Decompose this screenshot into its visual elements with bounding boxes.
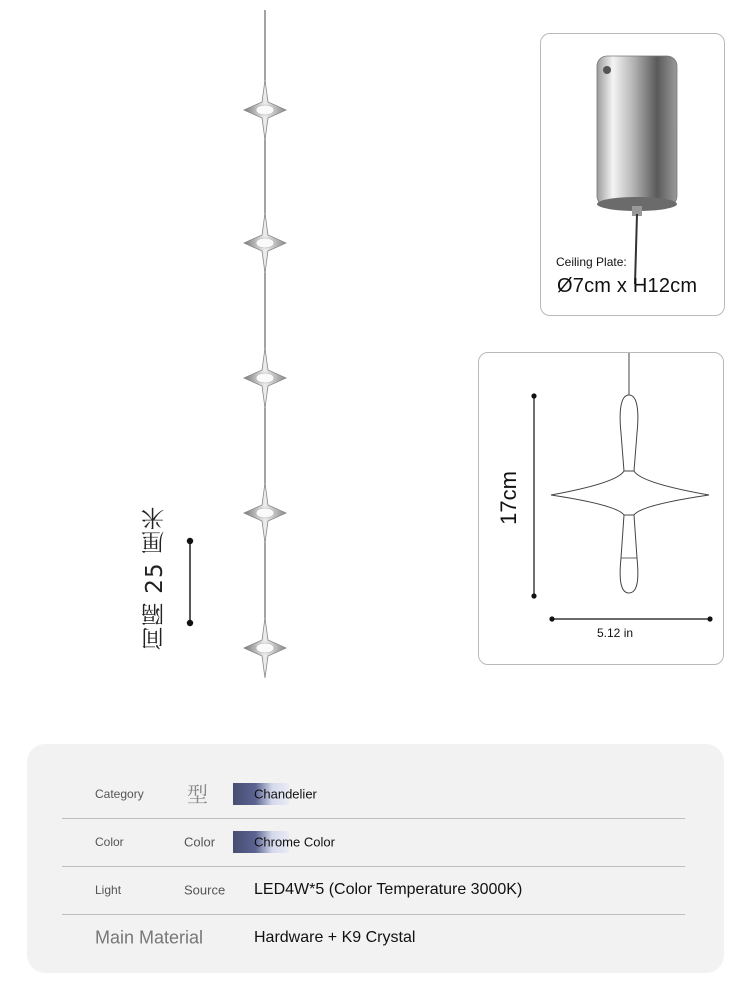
star-pendant xyxy=(244,618,286,678)
spec-sub-label: 型 xyxy=(187,783,208,807)
spec-label: Main Material xyxy=(95,927,204,948)
spec-row-light-source xyxy=(62,866,685,915)
spec-sub-label: Color xyxy=(184,834,216,850)
spec-label: Light xyxy=(95,883,122,897)
dimension-card xyxy=(478,352,724,665)
ceiling-plate-size: Ø7cm x H12cm xyxy=(557,275,698,297)
spec-label: Color xyxy=(95,835,124,849)
spec-value: LED4W*5 (Color Temperature 3000K) xyxy=(254,881,523,898)
star-pendant xyxy=(244,483,286,543)
spec-row-category xyxy=(62,770,685,819)
ceiling-plate-image xyxy=(541,34,724,315)
spec-row-color xyxy=(62,818,685,867)
spec-sub-label: Source xyxy=(184,882,226,898)
spec-label: Category xyxy=(95,787,144,801)
spec-table xyxy=(27,744,724,973)
spacing-annotation: 间隔 25 厘米 xyxy=(142,506,168,650)
spec-row-main-material xyxy=(62,914,685,962)
height-dimension-label: 17cm xyxy=(496,471,521,525)
star-pendant xyxy=(244,213,286,273)
spec-value: Chandelier xyxy=(254,786,317,802)
width-dimension-label: 5.12 in xyxy=(597,626,634,640)
ceiling-plate-label: Ceiling Plate: xyxy=(556,255,627,269)
star-pendant xyxy=(244,80,286,140)
spec-value: Chrome Color xyxy=(254,834,335,850)
spacing-marker xyxy=(180,535,200,630)
pendant-illustration xyxy=(190,0,340,700)
ceiling-plate-card xyxy=(540,33,725,316)
star-pendant xyxy=(244,348,286,408)
spec-value: Hardware + K9 Crystal xyxy=(254,929,416,946)
